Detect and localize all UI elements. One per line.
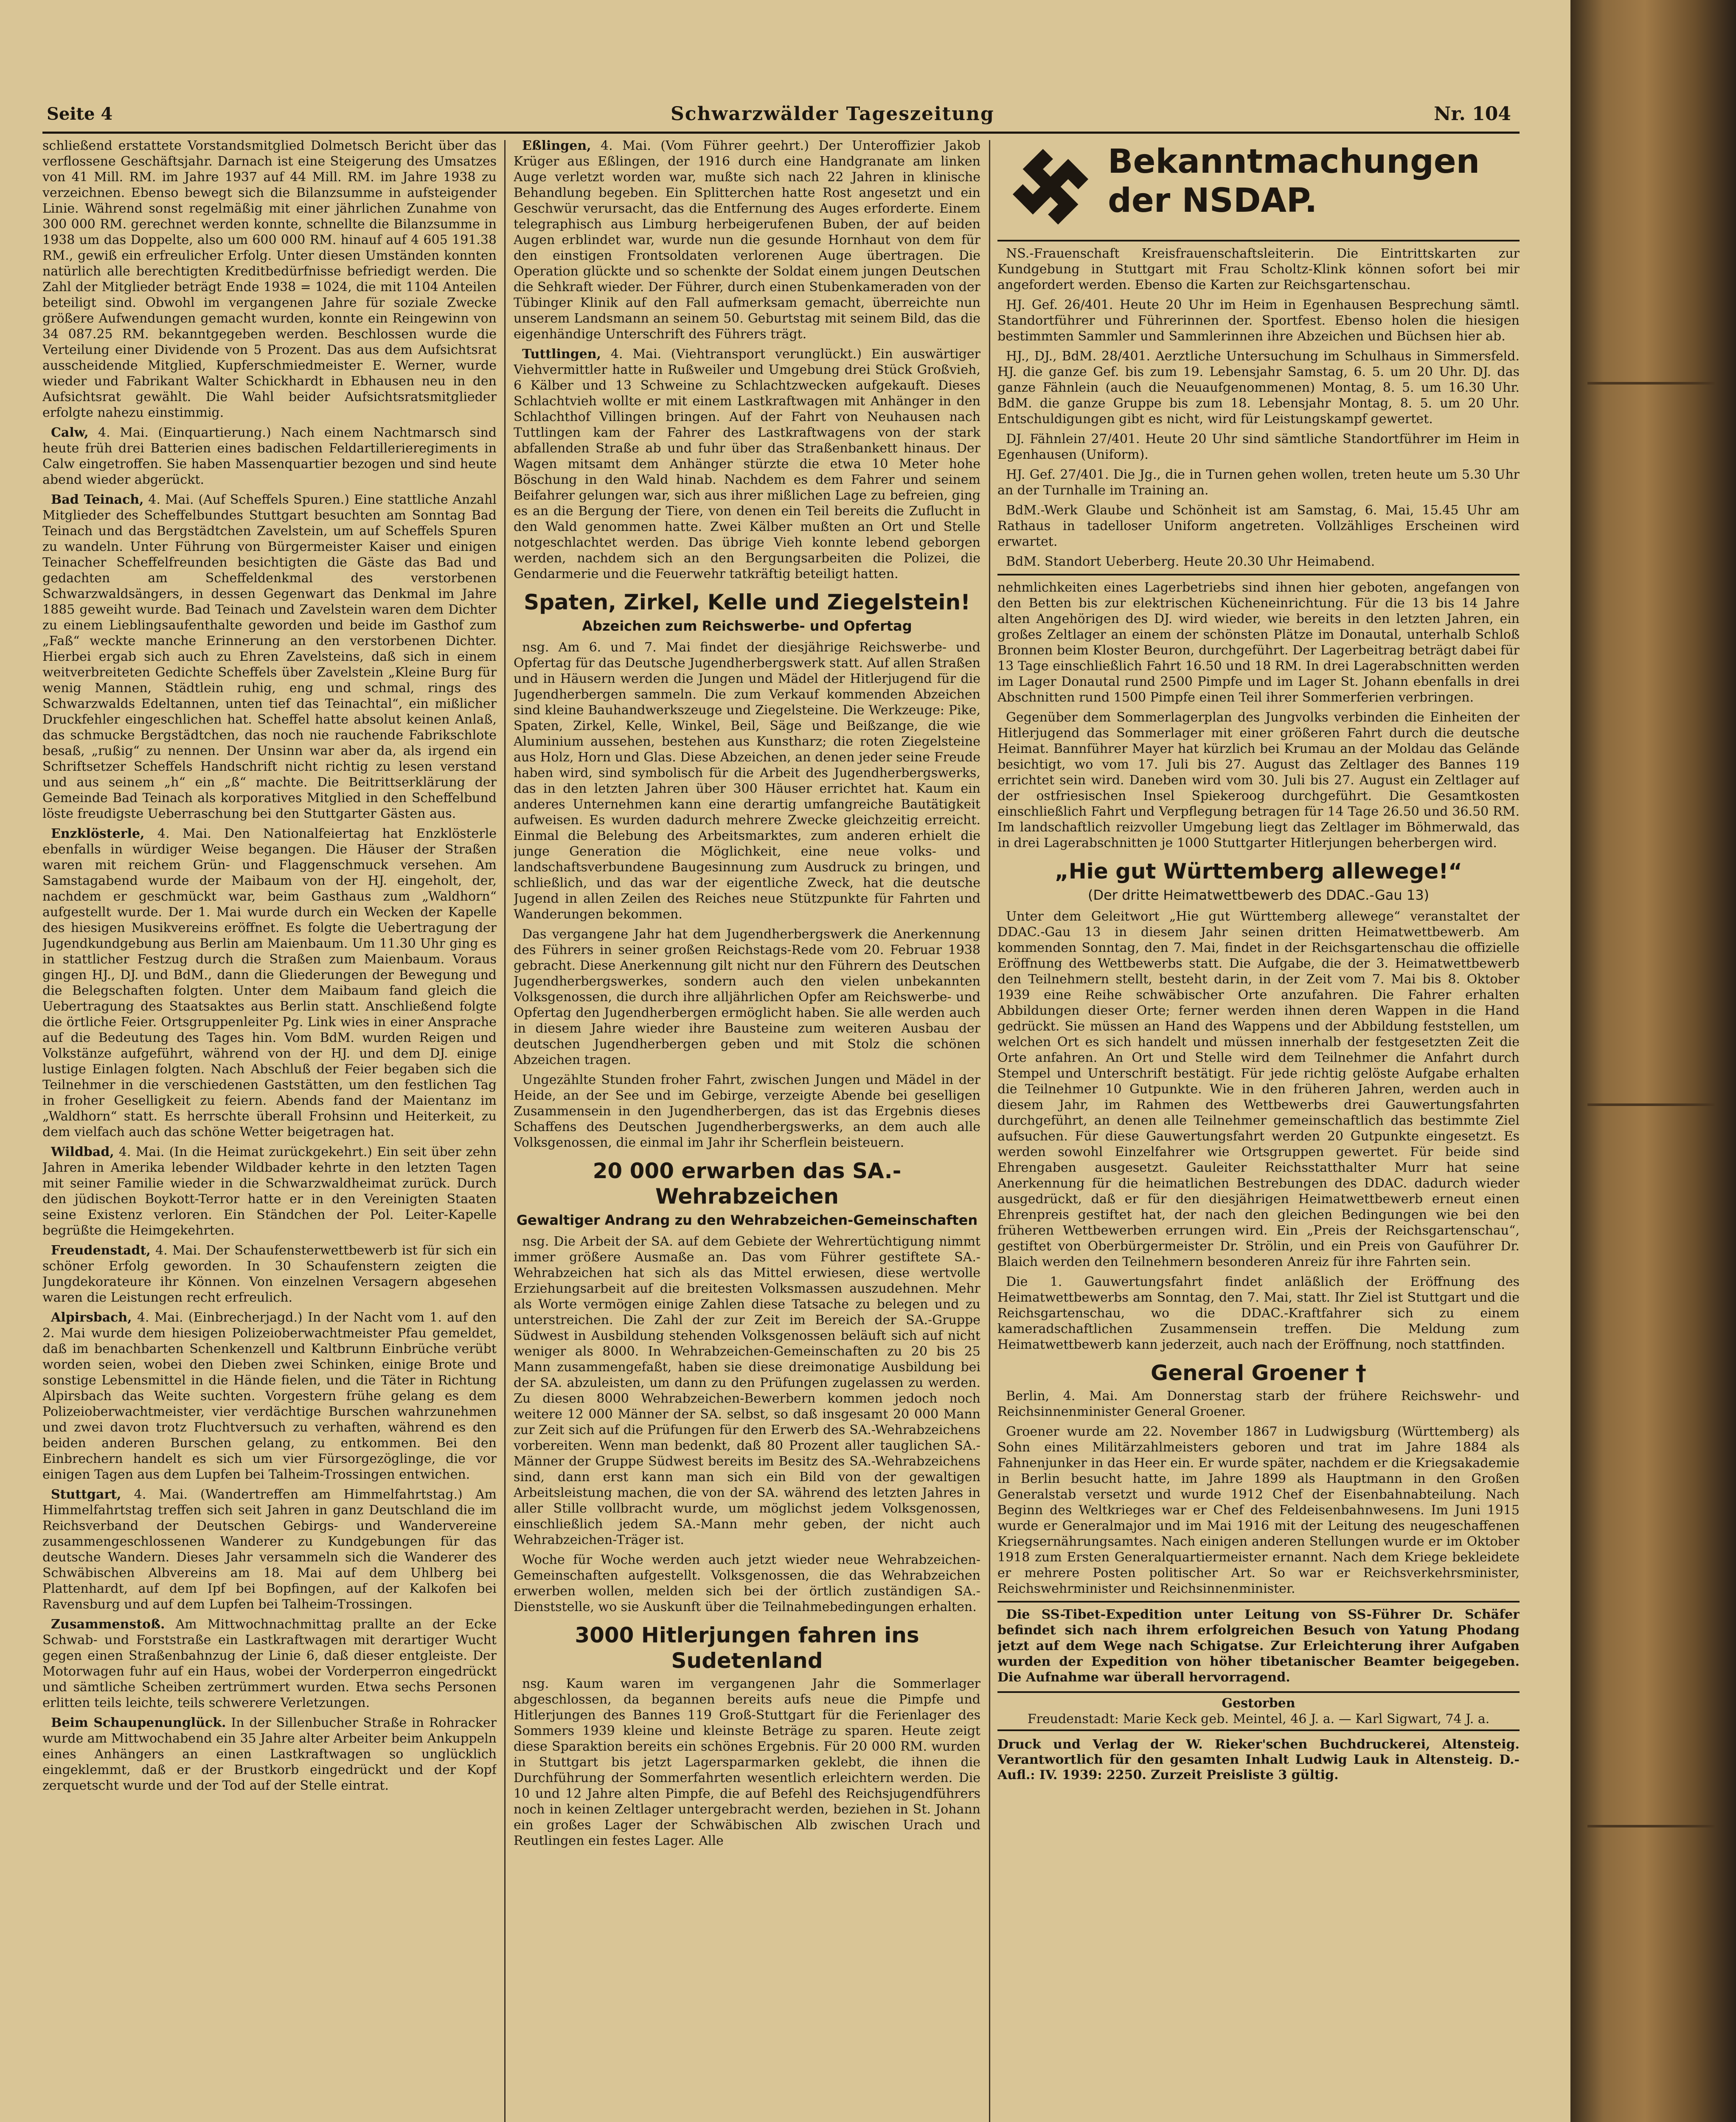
- dateline: Zusammenstoß.: [51, 1617, 165, 1632]
- section-rule: [997, 574, 1520, 575]
- article-text: In der Sillenbucher Straße in Rohracker wurde am Mittwochabend ein 35 Jahre alter Arbeiter beim Ankuppeln eines Anhängers an einen Lastkraftwagen so unglücklich eingeklemmt, daß er der Brustkorb eingedrückt und der Kopf zerquetscht wurde und der Tod auf der Stelle eintrat.: [42, 1715, 497, 1793]
- article-text: 4. Mai. Den Nationalfeiertag hat Enzklösterle ebenfalls in würdiger Weise begangen. Die Häuser der Straßen waren mit reichem Grün- und Flaggenschmuck versehen. Am Samstagabend wurde der Maibaum von der HJ. eingeholt, der, nachdem er geschmückt war, beim Gasthaus zum „Waldhorn“ aufgestellt wurde. Der 1. Mai wurde durch ein Wecken der Kapelle des hiesigen Musikvereins eröffnet. Es folgte die Uebertragung der Jugendkundgebung aus Berlin am Maienbaum. Um 11.30 Uhr ging es in stattlicher Festzug durch die Straßen zum Maienbaum. Voraus gingen HJ., DJ. und BdM., dann die Gliederungen der Bewegung und die Belegschaften folgten. Unter dem Maibaum fand gleich die Uebertragung des Staatsaktes aus Berlin statt. Anschließend folgte die örtliche Feier. Ortsgruppenleiter Pg. Link wies in einer Ansprache auf die Bedeutung des Tages hin. Vom BdM. wurden Reigen und Volkstänze aufgeführt, während von der HJ. und dem DJ. einige lustige Einlagen folgten. Nach Abschluß der Feier begaben sich die Teilnehmer in die verschiedenen Gaststätten, um den festlichen Tag in froher Geselligkeit zu feiern. Abends fand der Maientanz im „Waldhorn“ statt. Es herrschte überall Frohsinn und Heiterkeit, zu dem vielfach auch das schöne Wetter beigetragen hat.: [42, 826, 497, 1140]
- obituary-title: Gestorben: [1222, 1696, 1295, 1711]
- article-text: Woche für Woche werden auch jetzt wieder neue Wehrabzeichen-Gemeinschaften aufgestellt. Volksgenossen, die das Wehrabzeichen erwerben wollen, melden sich bei der örtlich zuständigen SA.-Dienststelle, wo sie Auskunft über die Teilnahmebedingungen erhalten.: [514, 1552, 980, 1614]
- article-freudenstadt: [42, 1243, 497, 1305]
- article-text: nehmlichkeiten eines Lagerbetriebs sind ihnen hier geboten, angefangen von den Betten bis zur elektrischen Kücheneinrichtung. Für die 13 bis 14 Jahre alten Angehörigen des DJ. wird wieder, wie bereits in den letzten Jahren, ein großes Zeltlager an einem der schönsten Plätze im Donautal, unterhalb Schloß Bronnen beim Kloster Beuron, durchgeführt. Der Lagerbeitrag beträgt dabei für 13 Tage einschließlich Fahrt 16.50 und 18 RM. In drei Lagerabschnitten werden im Lager Donautal rund 2500 Pimpfe und im Lager St. Johann ebenfalls in drei Abschnitten rund 1500 Pimpfe einen Teil ihrer Sommerferien verbringen.: [997, 580, 1520, 705]
- headline-spaten: Spaten, Zirkel, Kelle und Ziegelstein!: [524, 590, 970, 615]
- article-text: 4. Mai. (In die Heimat zurückgekehrt.) Ein seit über zehn Jahren in Amerika lebender Wildbader kehrte in den letzten Tagen mit seiner Familie wieder in die Schwarzwaldheimat zurück. Durch den jüdischen Boykott-Terror hatte er in den Vereinigten Staaten seine Existenz verloren. Ein Ständchen der Pol. Leiter-Kapelle begrüßte die Heimgekehrten.: [42, 1145, 497, 1238]
- article-text: Am Mittwochnachmittag prallte an der Ecke Schwab- und Forststraße ein Lastkraftwagen mit derartiger Wucht gegen einen Straßenbahnzug der Linie 6, daß dieser entgleiste. Der Motorwagen fuhr auf ein Haus, wobei der Vorderperron eingedrückt und sämtliche Scheiben zertrümmert wurden. Etwa sechs Personen erlitten teils leichte, teils schwerere Verletzungen.: [42, 1617, 497, 1710]
- announcement: DJ. Fähnlein 27/401. Heute 20 Uhr sind sämtliche Standortführer im Heim in Egenhausen (Uniform).: [997, 432, 1520, 462]
- article-tibet: Die SS-Tibet-Expedition unter Leitung von SS-Führer Dr. Schäfer befindet sich nach ihrem erfolgreichen Besuch von Yatung Phodang jetzt auf dem Wege nach Schigatse. Zur Erleichterung ihrer Aufgaben wurden der Expedition von höher tibetanischer Beamter beigegeben. Die Aufnahme war überall hervorragend.: [997, 1607, 1520, 1685]
- dateline: Bad Teinach,: [51, 492, 144, 507]
- article-text: 4. Mai. (Auf Scheffels Spuren.) Eine stattliche Anzahl Mitglieder des Scheffelbundes Stuttgart besuchten am Sonntag Bad Teinach und das Bergstädtchen Zavelstein, um auf Scheffels Spuren zu wandeln. Unter Führung von Bürgermeister Kaiser und einigen Teinacher Scheffelfreunden besichtigten die Gäste das Bad und gedachten am Scheffeldenkmal des verstorbenen Schwarzwaldsängers, in dessen Gegenwart das Denkmal im Jahre 1885 geweiht wurde. Bad Teinach und Zavelstein waren dem Dichter zu einem Lieblingsaufenthalte geworden und beide im Gasthof zum „Faß“ weckte manche Erinnerung an den verstorbenen Dichter. Hierbei ergab sich auch zu Ehren Zavelsteins, daß sich in einem weitverbreiteten Gedichte Scheffels über Zavelstein „Kleine Burg für wenig Mannen, Städtlein ruhig, eng und schmal, rings des Schwarzwalds Edeltannen, unten tief das Teinachtal“, ein mißlicher Druckfehler eingeschlichen hat. Scheffel hatte absolut keinen Anlaß, das schmucke Bergstädtchen, das noch nie rauchende Fabrikschlote besaß, „rußig“ zu nennen. Der Unsinn war aber da, als irgend ein Schriftsetzer Scheffels Handschrift nicht richtig zu lesen verstand und aus seinem „h“ ein „ß“ machte. Die Beitrittserklärung der Gemeinde Bad Teinach als korporatives Mitglied in den Scheffelbund löste freudigste Ueberraschung bei den Stuttgarter Gästen aus.: [42, 492, 497, 821]
- column-2: [514, 138, 980, 2122]
- newspaper-title: Schwarzwälder Tageszeitung: [671, 103, 994, 125]
- article-text: Unter dem Geleitwort „Hie gut Württemberg allewege“ veranstaltet der DDAC.-Gau 13 in diesem Jahr seinen dritten Heimatwettbewerb. Am kommenden Sonntag, den 7. Mai, findet in der Reichsgartenschau die offizielle Eröffnung des Wettbewerbs statt. Die Aufgabe, die der 3. Heimatwettbewerb den Teilnehmern stellt, besteht darin, in der Zeit vom 7. Mai bis 8. Oktober 1939 eine Reihe schwäbischer Orte anzufahren. Die Fahrer erhalten Abbildungen dieser Orte; ferner werden ihnen deren Wappen in die Hand gedrückt. Sie müssen an Hand des Wappens und der Abbildung feststellen, um welchen Ort es sich handelt und müssen innerhalb der festgesetzten Zeit die Orte anfahren. An Ort und Stelle wird dem Teilnehmer die Anfahrt durch Stempel und Unterschrift bestätigt. Für jede richtig gelöste Aufgabe erhalten die Teilnehmer 10 Gutpunkte. Wie in den früheren Jahren, werden auch in diesem Jahr, im Rahmen des Wettbewerbs drei Gauwertungsfahrten durchgeführt, an denen alle Teilnehmer gemeinschaftlich das bestimmte Ziel aufsuchen. Für diese Gauwertungsfahrt werden 20 Gutpunkte eingesetzt. Es werden sowohl Einzelfahrer wie Ortsgruppen gewertet. Für beide sind Ehrengaben ausgesetzt. Gauleiter Reichsstatthalter Murr hat seine Anerkennung für die heimatlichen Bestrebungen des DDAC. dadurch wieder ausgedrückt, daß er für den diesjährigen Heimatwettbewerb erneut einen Ehrenpreis gestiftet hat, der nach den gleichen Bedingungen wie bei den früheren Wettbewerben errungen wird. Ein „Preis der Reichsgartenschau“, gestiftet von Oberbürgermeister Dr. Strölin, und ein Preis von Gauführer Dr. Blaich werden den Teilnehmern besonderen Anreiz für ihre Fahrten sein.: [997, 909, 1520, 1269]
- headline-wehrabzeichen: 20 000 erwarben das SA.-Wehrabzeichen: [593, 1159, 902, 1209]
- nsdap-announcements-header: [997, 138, 1520, 236]
- article-text: nsg. Die Arbeit der SA. auf dem Gebiete der Wehrertüchtigung nimmt immer größere Ausmaße an. Das vom Führer gestiftete SA.-Wehrabzeichen hat sich als das Mittel erwiesen, diese wertvolle Erziehungsarbeit auf die breitesten Volksmassen auszudehnen. Mehr als Worte vermögen einige Zahlen diese Tatsache zu belegen und zu unterstreichen. Die Zahl der zur Zeit im Bereich der SA.-Gruppe Südwest in Ausbildung stehenden Volksgenossen beläuft sich auf nicht weniger als 8000. In Wehrabzeichen-Gemeinschaften zu 20 bis 25 Mann zusammengefaßt, haben sie diese dreimonatige Ausbildung bei der SA. abzuleisten, um dann zu den Prüfungen zugelassen zu werden. Zu diesen 8000 Wehrabzeichen-Bewerbern kommen jedoch noch weitere 12 000 Männer der SA. selbst, so daß insgesamt 20 000 Mann zur Zeit sich auf die Prüfungen für den Erwerb des SA.-Wehrabzeichens vorbereiten. Wenn man bedenkt, daß 80 Prozent aller tauglichen SA.-Männer der Gruppe Südwest bereits im Besitz des SA.-Wehrabzeichens sind, dann erst kann man sich ein Bild von der gewaltigen Arbeitsleistung machen, die von der SA. während des letzten Jahres in aller Stille vollbracht wurde, um möglichst jedem Volksgenossen, einschließlich jedem SA.-Mann mehr geben, der nicht auch Wehrabzeichen-Träger ist.: [514, 1234, 980, 1547]
- book-binding: [1570, 0, 1736, 2122]
- column-divider: [504, 140, 506, 2122]
- dateline: Eßlingen,: [522, 138, 591, 153]
- binding-band: [1587, 1103, 1715, 1106]
- dateline: Tuttlingen,: [522, 347, 601, 362]
- announcement: BdM. Standort Ueberberg. Heute 20.30 Uhr Heimabend.: [1006, 554, 1375, 569]
- dateline: Wildbad,: [51, 1145, 114, 1159]
- page-number: Seite 4: [47, 104, 113, 124]
- article-text: Berlin, 4. Mai. Am Donnerstag starb der frühere Reichswehr- und Reichsinnenminister General Groener.: [997, 1389, 1520, 1419]
- binding-band: [1587, 1825, 1715, 1827]
- article-text: 4. Mai. (Einquartierung.) Nach einem Nachtmarsch sind heute früh drei Batterien eines badischen Feldartillerieregiments in Calw eingetroffen. Sie haben Massenquartier bezogen und sind heute abend wieder abgerückt.: [42, 425, 497, 487]
- article-unglueck: [42, 1715, 497, 1794]
- dateline: Freudenstadt,: [51, 1243, 151, 1258]
- section-rule: [997, 1601, 1520, 1603]
- article-text: Gegenüber dem Sommerlagerplan des Jungvolks verbinden die Einheiten der Hitlerjugend das Sommerlager mit einer größeren Fahrt durch die deutsche Heimat. Bannführer Mayer hat kürzlich bei Krumau an der Moldau das Gelände besichtigt, wo vom 17. Juli bis 27. August das Zeltlager des Bannes 119 errichtet sein wird. Daneben wird vom 30. Juli bis 27. August ein Zeltlager auf der ostfriesischen Insel Spiekeroog durchgeführt. Die Gesamtkosten einschließlich Fahrt und Verpflegung betragen für 14 Tage 26.50 und 36.50 RM. Im landschaftlich reizvoller Umgebung liegt das Zeltlager im Böhmerwald, das in drei Lagerabschnitten je 1000 Stuttgarter Hitlerjungen beherbergen wird.: [997, 710, 1520, 850]
- header-rule: [42, 132, 1520, 134]
- article-text: 4. Mai. (Einbrecherjagd.) In der Nacht vom 1. auf den 2. Mai wurde dem hiesigen Polizeioberwachtmeister Pfau gemeldet, daß im benachbarten Schenkenzell und Kaltbrunn Einbrüche verübt worden seien, wobei den Dieben zwei Schinken, einige Brote und sonstige Lebensmittel in die Hände fielen, und die Täter in Richtung Alpirsbach das Weite suchten. Vorgestern frühe gelang es dem Polizeioberwachtmeister, vier verdächtige Burschen wahrzunehmen und zwei davon trotz Fluchtversuch zu verhaften, während es den beiden anderen Burschen gelang, zu entkommen. Bei den Einbrechern handelt es sich um vier Fürsorgezöglinge, die vor einigen Tagen aus dem Lupfen bei Talheim-Trossingen entwichen.: [42, 1310, 497, 1482]
- article-zusammenstoss: [42, 1617, 497, 1711]
- article-calw: [42, 425, 497, 488]
- headline-wuerttemberg: „Hie gut Württemberg allewege!“: [1054, 859, 1463, 884]
- dateline: Enzklösterle,: [51, 826, 145, 841]
- announcement: HJ., DJ., BdM. 28/401. Aerztliche Untersuchung im Schulhaus in Simmersfeld. HJ. die ganze Gef. bis zum 19. Lebensjahr Samstag, 6. 5. um 20 Uhr. DJ. das ganze Fähnlein (auch die Neuaufgenommenen) Montag, 8. 5. um 16.30 Uhr. BdM. die ganze Gruppe bis zum 18. Lebensjahr Montag, 8. 5. um 20 Uhr. Entschuldigungen gibt es nicht, wird für Leistungskampf gewertet.: [997, 349, 1520, 427]
- issue-number: Nr. 104: [1434, 103, 1511, 125]
- section-rule: [997, 240, 1520, 241]
- obituary-box: [997, 1691, 1520, 1731]
- page-header: [42, 100, 1520, 129]
- article-teinach: [42, 492, 497, 822]
- subhead-andrang: Gewaltiger Andrang zu den Wehrabzeichen-Gemeinschaften: [516, 1212, 978, 1228]
- article-text: 4. Mai. (Viehtransport verunglückt.) Ein auswärtiger Viehvermittler hatte in Rußweiler und Umgebung drei Stück Großvieh, 6 Kälber und 13 Schweine zu Schlachtzwecken aufgekauft. Dieses Schlachtvieh wollte er mit einem Lastkraftwagen mit Anhänger in den Schlachthof Villingen bringen. Auf der Fahrt von Neuhausen nach Tuttlingen kam der Fahrer des Lastkraftwagens von der stark abfallenden Straße ab und fuhr über das Straßenbankett hinaus. Der Wagen mitsamt dem Anhänger stürzte die etwa 10 Meter hohe Böschung in den Wald hinab. Nachdem es dem Fahrer und seinem Beifahrer gelungen war, sich aus ihrer mißlichen Lage zu befreien, ging es an die Bergung der Tiere, von denen ein Teil bereits die Zuflucht in den Wald genommen hatte. Zwei Kälber mußten an Ort und Stelle notgeschlachtet werden. Das übrige Vieh konnte lebend geborgen werden, nachdem sich an den Bergungsarbeiten die Polizei, die Gendarmerie und die Feuerwehr tatkräftig beteiligt hatten.: [514, 347, 980, 581]
- swastika-emblem-icon: [1006, 142, 1095, 231]
- article-text: nsg. Am 6. und 7. Mai findet der diesjährige Reichswerbe- und Opfertag für das Deutsche Jugendherbergswerk statt. Auf allen Straßen und in Häusern werden die Jungen und Mädel der Hitlerjugend für die Jugendherbergen sammeln. Die zum Verkauf kommenden Abzeichen sind kleine Bauhandwerkszeuge und Ziegelsteine. Die Werkzeuge: Pike, Spaten, Zirkel, Kelle, Winkel, Beil, Säge und Beißzange, die wie Aluminium aussehen, bestehen aus Kunstharz; die roten Ziegelsteine aus Holz, Horn und Glas. Diese Abzeichen, an denen jeder seine Freude haben wird, sind symbolisch für die Arbeit des Jugendherbergswerks, das in den letzten Jahren über 300 Häuser errichtet hat. Kaum ein anderes Unternehmen kann eine derartig umfangreiche Bautätigkeit aufweisen. Es wurden dadurch mehrere Zwecke gleichzeitig erreicht. Einmal die Belebung des Arbeitsmarktes, zum anderen erhielt die junge Generation die Möglichkeit, eine neue volks- und landschaftsverbundene Baugesinnung zum Ausdruck zu bringen, und schließlich, und das war der eigentliche Zweck, hat die deutsche Jugend in allen Zeilen des Reiches neue Stützpunkte für Fahrten und Wanderungen bekommen.: [514, 640, 980, 922]
- nsdap-title: [1108, 142, 1480, 220]
- announcement: NS.-Frauenschaft Kreisfrauenschaftsleiterin. Die Eintrittskarten zur Kundgebung in Stuttgart mit Frau Scholtz-Klink können sofort bei mir angefordert werden. Ebenso die Karten zur Reichsgartenschau.: [997, 246, 1520, 292]
- subhead-abzeichen: Abzeichen zum Reichswerbe- und Opfertag: [582, 618, 912, 634]
- announcement: HJ. Gef. 26/401. Heute 20 Uhr im Heim in Egenhausen Besprechung sämtl. Standortführer und Führerinnen der. Sportfest. Ebenso holen die hiesigen bestimmten Sammler und Sammlerinnen ihre Abzeichen und Büchsen hier ab.: [997, 298, 1520, 344]
- imprint: Druck und Verlag der W. Rieker'schen Buchdruckerei, Altensteig. Verantwortlich für den gesamten Inhalt Ludwig Lauk in Altensteig. D.-Aufl.: IV. 1939: 2250. Zurzeit Preisliste 3 gültig.: [997, 1737, 1520, 1782]
- headline-sudetenland: 3000 Hitlerjungen fahren ins Sudetenland: [575, 1623, 919, 1673]
- article-enzkloesterle: [42, 826, 497, 1140]
- article-esslingen: [514, 138, 980, 342]
- column-3: [997, 138, 1520, 2122]
- article-tuttlingen: [514, 346, 980, 582]
- dateline: Beim Schaupenunglück.: [51, 1715, 226, 1730]
- column-1: [42, 138, 497, 2122]
- article-text: 4. Mai. (Vom Führer geehrt.) Der Unteroffizier Jakob Krüger aus Eßlingen, der 1916 durch eine Handgranate am linken Auge verletzt worden war, mußte sich nach 22 Jahren in klinische Behandlung begeben. Ein Splitterchen hatte Rost angesetzt und ein Geschwür verursacht, das die Entfernung des Auges erforderte. Einem telegraphisch aus Limburg herbeigerufenen Buben, der auf beiden Augen erblindet war, wurde nun die gesunde Hornhaut von dem für den einstigen Frontsoldaten verlorenen Auge übertragen. Die Operation glückte und so schenkte der Soldat einem jungen Deutschen die Sehkraft wieder. Der Führer, durch einen Stubenkameraden von der Tübinger Klinik auf den Fall aufmerksam gemacht, überreichte nun unserem Landsmann an seinem 50. Geburtstag mit seinem Bild, das die eigenhändige Unterschrift des Führers trägt.: [514, 138, 980, 342]
- announcement: BdM.-Werk Glaube und Schönheit ist am Samstag, 6. Mai, 15.45 Uhr am Rathaus in tadelloser Uniform angetreten. Vollzähliges Erscheinen wird erwartet.: [997, 503, 1520, 549]
- dateline: Stuttgart,: [51, 1487, 121, 1502]
- dateline: Calw,: [51, 425, 89, 440]
- article-wildbad: [42, 1144, 497, 1238]
- dateline: Alpirsbach,: [51, 1310, 132, 1325]
- column-divider: [989, 140, 990, 2122]
- nsdap-title-line1: Bekanntmachungen: [1108, 143, 1480, 181]
- article-text: 4. Mai. Der Schaufensterwettbewerb ist für sich ein schöner Erfolg geworden. In 30 Schaufenstern zeigten die Jungdekorateure ihr Können. Von einzelnen Versagern abgesehen waren die Leistungen recht erfreulich.: [42, 1243, 497, 1305]
- obituary-text: Freudenstadt: Marie Keck geb. Meintel, 46 J. a. — Karl Sigwart, 74 J. a.: [1027, 1712, 1490, 1726]
- article-text: 4. Mai. (Wandertreffen am Himmelfahrtstag.) Am Himmelfahrtstag treffen sich seit Jahren in ganz Deutschland die im Reichsverband der Deutschen Gebirgs- und Wandervereine zusammengeschlossenen Wanderer zu Kundgebungen für das deutsche Wandern. Dieses Jahr versammeln sich die Wanderer des Schwäbischen Albvereins am 18. Mai auf dem Uhlberg bei Plattenhardt, auf dem Ipf bei Bopfingen, auf der Kalkofen bei Ravensburg und auf dem Lupfen bei Talheim-Trossingen.: [42, 1487, 497, 1612]
- article-text: nsg. Kaum waren im vergangenen Jahr die Sommerlager abgeschlossen, da begannen bereits aufs neue die Pimpfe und Hitlerjungen des Bannes 119 Groß-Stuttgart für die Ferienlager des Sommers 1939 kleine und kleinste Beträge zu sparen. Heute zeigt diese Sparaktion bereits ein schönes Ergebnis. Für 20 000 RM. wurden in Stuttgart bis jetzt Lagersparmarken geklebt, die ihnen die Durchführung der Sommerfahrten wesentlich erleichtern werden. Die 10 und 12 Jahre alten Pimpfe, die auf Befehl des Reichsjugendführers noch in keinen Zeltlager untergebracht werden, beziehen in St. Johann ein großes Lager der Schwäbischen Alb zwischen Urach und Reutlingen ein festes Lager. Alle: [514, 1676, 980, 1848]
- article-text: Das vergangene Jahr hat dem Jugendherbergswerk die Anerkennung des Führers in seiner großen Reichstags-Rede vom 20. Februar 1938 gebracht. Diese Anerkennung gilt nicht nur den Führern des Deutschen Jugendherbergswerkes, sondern auch den vielen unbekannten Volksgenossen, die durch ihre alljährlichen Opfer am Reichswerbe- und Opfertag den Jugendherbergen ermöglicht haben. Sie alle werden auch in diesem Jahre wieder ihre Bausteine zum weiteren Ausbau der deutschen Jugendherbergen geben und mit Stolz die schönen Abzeichen tragen.: [514, 927, 980, 1067]
- article-text: Groener wurde am 22. November 1867 in Ludwigsburg (Württemberg) als Sohn eines Militärzahlmeisters geboren und trat im Jahre 1884 als Fahnenjunker in das Heer ein. Er wurde später, nachdem er die Kriegsakademie in Berlin besucht hatte, im Jahre 1899 als Hauptmann in den Großen Generalstab versetzt und wurde 1912 Chef der Eisenbahnabteilung. Nach Beginn des Weltkrieges war er Chef des Feldeisenbahnwesens. Im Juni 1915 wurde er Generalmajor und im Mai 1916 mit der Leitung des neugeschaffenen Kriegsernährungsamtes. Nach einigen anderen Stellungen wurde er im Oktober 1918 zum Ersten Generalquartiermeister ernannt. Nach dem Kriege bekleidete er mehrere Posten politischer Art. So war er Reichsverkehrsminister, Reichswehrminister und Reichsinnenminister.: [997, 1424, 1520, 1596]
- article-text: schließend erstattete Vorstandsmitglied Dolmetsch Bericht über das verflossene Geschäftsjahr. Darnach ist eine Steigerung des Umsatzes von 41 Mill. RM. im Jahre 1937 auf 44 Mill. RM. im Jahre 1938 zu verzeichnen. Ebenso bewegt sich die Bilanzsumme in aufsteigender Linie. Während sonst regelmäßig mit einer jährlichen Zunahme von 300 000 RM. gerechnet werden konnte, schnellte die Bilanzsumme in 1938 um das Doppelte, also um 600 000 RM. hinauf auf 4 605 191.38 RM., gewiß ein erfreulicher Erfolg. Unter diesen Umständen konnten natürlich alle berechtigten Kreditbedürfnisse befriedigt werden. Die Zahl der Mitglieder beträgt Ende 1938 = 1024, die mit 1104 Anteilen beteiligt sind. Obwohl im vergangenen Jahre für soziale Zwecke größere Aufwendungen gemacht wurden, konnte ein Reingewinn von 34 087.25 RM. bekanntgegeben werden. Beschlossen wurde die Verteilung einer Dividende von 5 Prozent. Das aus dem Aufsichtsrat ausscheidende Mitglied, Kupferschmiedmeister E. Werner, wurde wieder und Fabrikant Walter Schickhardt in Ebhausen neu in den Aufsichtsrat gewählt. Die Wahl beider Aufsichtsratsmitglieder erfolgte nahezu einstimmig.: [42, 138, 497, 420]
- nsdap-title-line2: der NSDAP.: [1108, 182, 1317, 220]
- binding-band: [1587, 382, 1715, 385]
- article-stuttgart: [42, 1487, 497, 1612]
- announcement: HJ. Gef. 27/401. Die Jg., die in Turnen gehen wollen, treten heute um 5.30 Uhr an der Turnhalle im Training an.: [997, 467, 1520, 498]
- article-text: Die 1. Gauwertungsfahrt findet anläßlich der Eröffnung des Heimatwettbewerbs am Sonntag, den 7. Mai, statt. Ihr Ziel ist Stuttgart und die Reichsgartenschau, wo die DDAC.-Kraftfahrer sich zu einem kameradschaftlichen Zusammensein treffen. Die Meldung zum Heimatwettbewerb kann jederzeit, auch nach der Eröffnung, noch stattfinden.: [997, 1274, 1520, 1352]
- headline-groener: General Groener †: [1151, 1361, 1366, 1385]
- article-text: Ungezählte Stunden froher Fahrt, zwischen Jungen und Mädel in der Heide, an der See und im Gebirge, verzeigte Abende bei geselligen Zusammensein in den Jugendherbergen, das ist das Ergebnis dieses Schaffens des Deutschen Jugendherbergswerks, an dem auch alle Volksgenossen, die einmal im Jahr ihr Scherflein beisteuern.: [514, 1072, 980, 1150]
- article-alpirsbach: [42, 1310, 497, 1482]
- subhead-heimatwettbewerb: (Der dritte Heimatwettbewerb des DDAC.-Gau 13): [1087, 887, 1430, 903]
